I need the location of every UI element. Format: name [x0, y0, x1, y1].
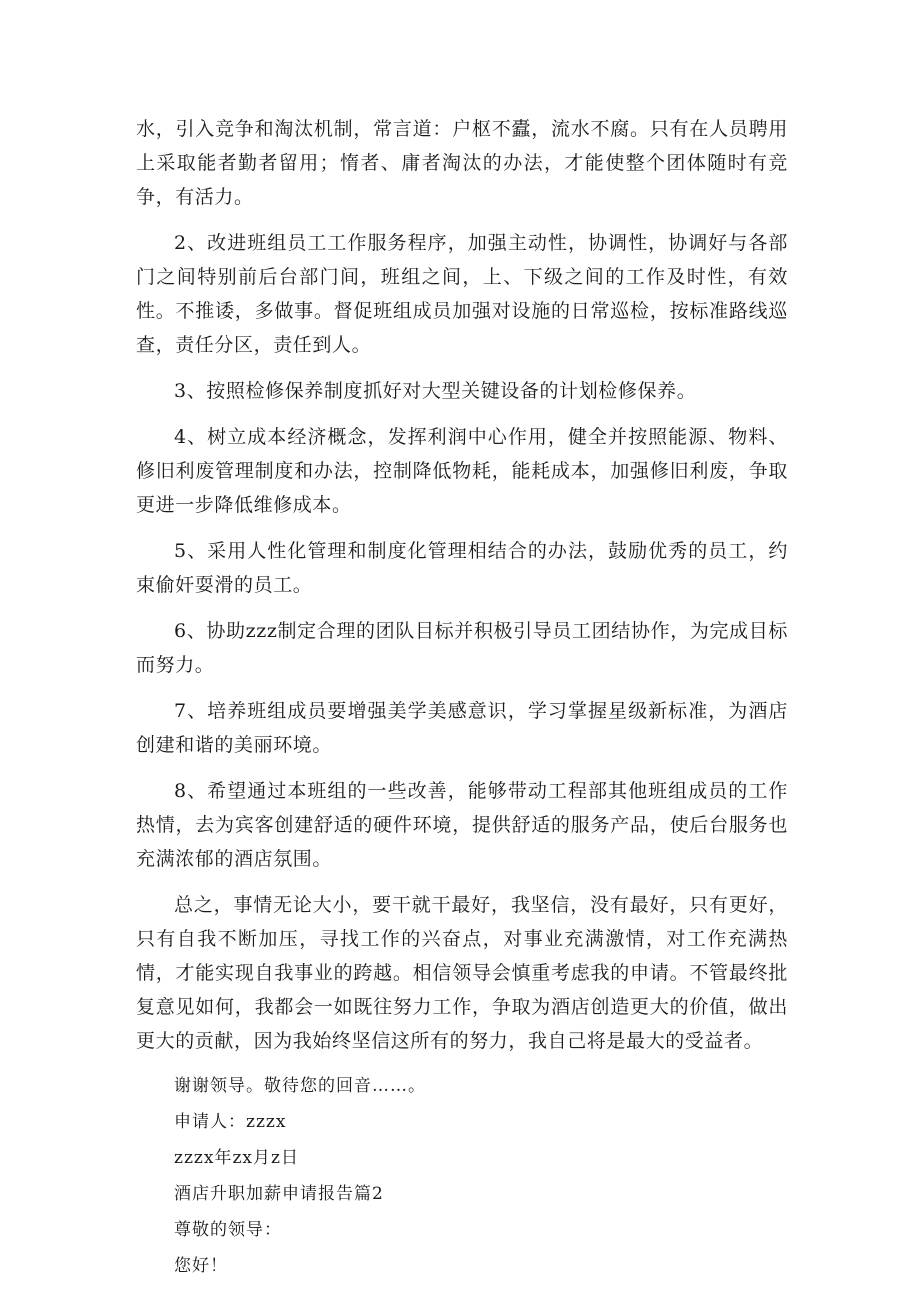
paragraph-item-8: 8、希望通过本班组的一些改善，能够带动工程部其他班组成员的工作热情，去为宾客创建舒适的硬件环境，提供舒适的服务产品，使后台服务也充满浓郁的酒店氛围。 — [136, 780, 788, 870]
paragraph-item-5: 5、采用人性化管理和制度化管理相结合的办法，鼓励优秀的员工，约束偷奸耍滑的员工。 — [136, 540, 788, 596]
paragraph-item-3: 3、按照检修保养制度抓好对大型关键设备的计划检修保养。 — [174, 380, 697, 402]
closing-line: 谢谢领导。敬待您的回音……。 — [174, 1076, 426, 1096]
applicant-line: 申请人：zzzx — [174, 1112, 287, 1132]
paragraph-item-4: 4、树立成本经济概念，发挥利润中心作用，健全并按照能源、物料、修旧利废管理制度和办法，控制降低物耗，能耗成本，加强修旧利废，争取更进一步降低维修成本。 — [136, 426, 788, 516]
paragraph-item-6: 6、协助zzz制定合理的团队目标并积极引导员工团结协作，为完成目标而努力。 — [136, 620, 788, 676]
date-line: zzzx年zx月z日 — [174, 1148, 299, 1168]
paragraph-item-2: 2、改进班组员工工作服务程序，加强主动性，协调性，协调好与各部门之间特别前后台部门间，班组之间，上、下级之间的工作及时性，有效性。不推诿，多做事。督促班组成员加强对设施的日常巡检，按标准路线巡查，责任分区，责任到人。 — [136, 232, 788, 356]
salutation-line: 尊敬的领导： — [174, 1220, 282, 1240]
paragraph-item-7: 7、培养班组成员要增强美学美感意识，学习掌握星级新标准，为酒店创建和谐的美丽环境。 — [136, 700, 788, 756]
paragraph-conclusion: 总之，事情无论大小，要干就干最好，我坚信，没有最好，只有更好，只有自我不断加压，寻找工作的兴奋点，对事业充满激情，对工作充满热情，才能实现自我事业的跨越。相信领导会慎重考虑我的申请。不管最终批复意见如何，我都会一如既往努力工作，争取为酒店创造更大的价值，做出更大的贡献，因为我始终坚信这所有的努力，我自己将是最大的受益者。 — [136, 894, 788, 1052]
paragraph-continuation: 水，引入竞争和淘汰机制，常言道：户枢不蠹，流水不腐。只有在人员聘用上采取能者勤者留用；惰者、庸者淘汰的办法，才能使整个团体随时有竞争，有活力。 — [136, 118, 788, 208]
next-section-title: 酒店升职加薪申请报告篇2 — [174, 1184, 384, 1204]
greeting-line: 您好！ — [174, 1256, 228, 1276]
document-page — [136, 112, 788, 1284]
